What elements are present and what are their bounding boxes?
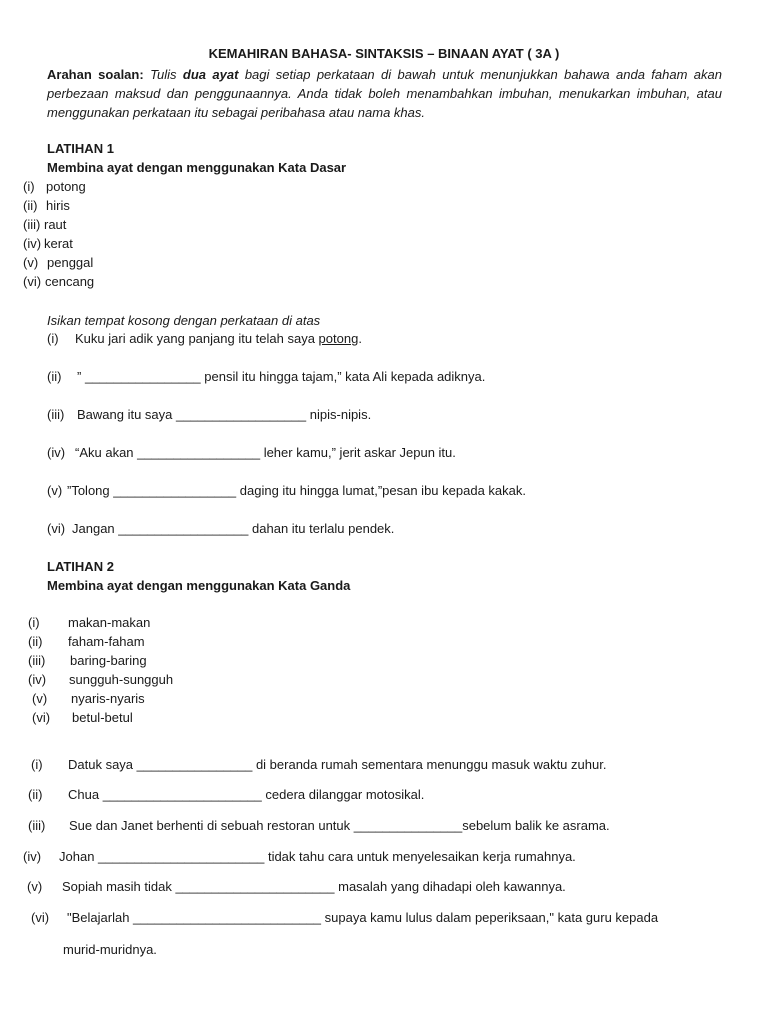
answer-blank[interactable]: ______________________: [175, 879, 335, 894]
list-item: (i) potong: [23, 179, 86, 194]
instructions-emphasis: dua ayat: [182, 67, 239, 82]
answer-blank[interactable]: ________________: [84, 369, 201, 384]
latihan1-subheading: Membina ayat dengan menggunakan Kata Dasar: [47, 160, 347, 175]
sentence-continuation: murid-muridnya.: [63, 942, 157, 957]
latihan2-subheading: Membina ayat dengan menggunakan Kata Ganda: [47, 578, 351, 593]
list-item: (vi) betul-betul: [32, 710, 133, 725]
sentence-item: (iv) Johan _______________________ tidak tahu cara untuk menyelesaikan kerja rumahnya.: [23, 849, 576, 864]
answer-blank[interactable]: __________________________: [133, 910, 322, 925]
answer-blank[interactable]: __________________: [176, 407, 307, 422]
sentence-item: (ii) Chua ______________________ cedera dilanggar motosikal.: [28, 787, 425, 802]
list-item: (i) makan-makan: [28, 615, 151, 630]
sentence-item: (iii) Sue dan Janet berhenti di sebuah restoran untuk _______________sebelum balik ke asrama.: [28, 818, 610, 833]
sentence-item: (v) ”Tolong _________________ daging itu hingga lumat,”pesan ibu kepada kakak.: [47, 483, 526, 498]
latihan2-heading: LATIHAN 2: [47, 559, 114, 574]
sentence-item: (i) Kuku jari adik yang panjang itu telah saya potong.: [47, 331, 362, 346]
sentence-item: (ii) ” ________________ pensil itu hingga tajam,” kata Ali kepada adiknya.: [47, 369, 486, 384]
sentence-item: (vi) "Belajarlah __________________________ supaya kamu lulus dalam peperiksaan," kata guru kepada: [31, 910, 659, 925]
answer-blank[interactable]: __________________: [118, 521, 249, 536]
sentence-item: (iv) “Aku akan _________________ leher kamu,” jerit askar Jepun itu.: [47, 445, 456, 460]
sentence-item: (i) Datuk saya ________________ di beranda rumah sementara menunggu masuk waktu zuhur.: [31, 757, 607, 772]
answer-blank[interactable]: ______________________: [102, 787, 262, 802]
list-item: (iii) raut: [23, 217, 67, 232]
answer-text: potong: [318, 331, 359, 346]
instructions: [47, 65, 722, 122]
answer-blank[interactable]: _________________: [113, 483, 237, 498]
page-title: KEMAHIRAN BAHASA- SINTAKSIS – BINAAN AYAT ( 3A ): [208, 46, 560, 61]
list-item: (v) penggal: [23, 255, 94, 270]
instructions-label: Arahan soalan:: [47, 67, 144, 82]
instructions-text-2: bagi setiap perkataan di bawah untuk menunjukkan bahawa anda faham akan perbezaan maksud dan penggunaannya. Anda tidak boleh menambahkan imbuhan, menukarkan imbuhan, atau menggunakan perkataan itu sebagai peribahasa atau nama khas.: [47, 67, 722, 120]
list-item: (iv) kerat: [23, 236, 73, 251]
list-item: (vi) cencang: [23, 274, 95, 289]
list-item: (ii) faham-faham: [28, 634, 145, 649]
answer-blank[interactable]: _______________: [353, 818, 463, 833]
list-item: (iii) baring-baring: [28, 653, 147, 668]
answer-blank[interactable]: _______________________: [98, 849, 265, 864]
list-item: (v) nyaris-nyaris: [32, 691, 145, 706]
fill-instruction: Isikan tempat kosong dengan perkataan di atas: [47, 313, 321, 328]
list-item: (iv) sungguh-sungguh: [28, 672, 174, 687]
sentence-item: (iii) Bawang itu saya __________________ nipis-nipis.: [47, 407, 372, 422]
sentence-item: (vi) Jangan __________________ dahan itu terlalu pendek.: [47, 521, 395, 536]
answer-blank[interactable]: ________________: [136, 757, 253, 772]
answer-blank[interactable]: _________________: [137, 445, 261, 460]
sentence-item: (v) Sopiah masih tidak ______________________ masalah yang dihadapi oleh kawannya.: [27, 879, 566, 894]
instructions-text-1: Tulis: [143, 67, 183, 82]
latihan1-heading: LATIHAN 1: [47, 141, 114, 156]
list-item: (ii) hiris: [23, 198, 70, 213]
